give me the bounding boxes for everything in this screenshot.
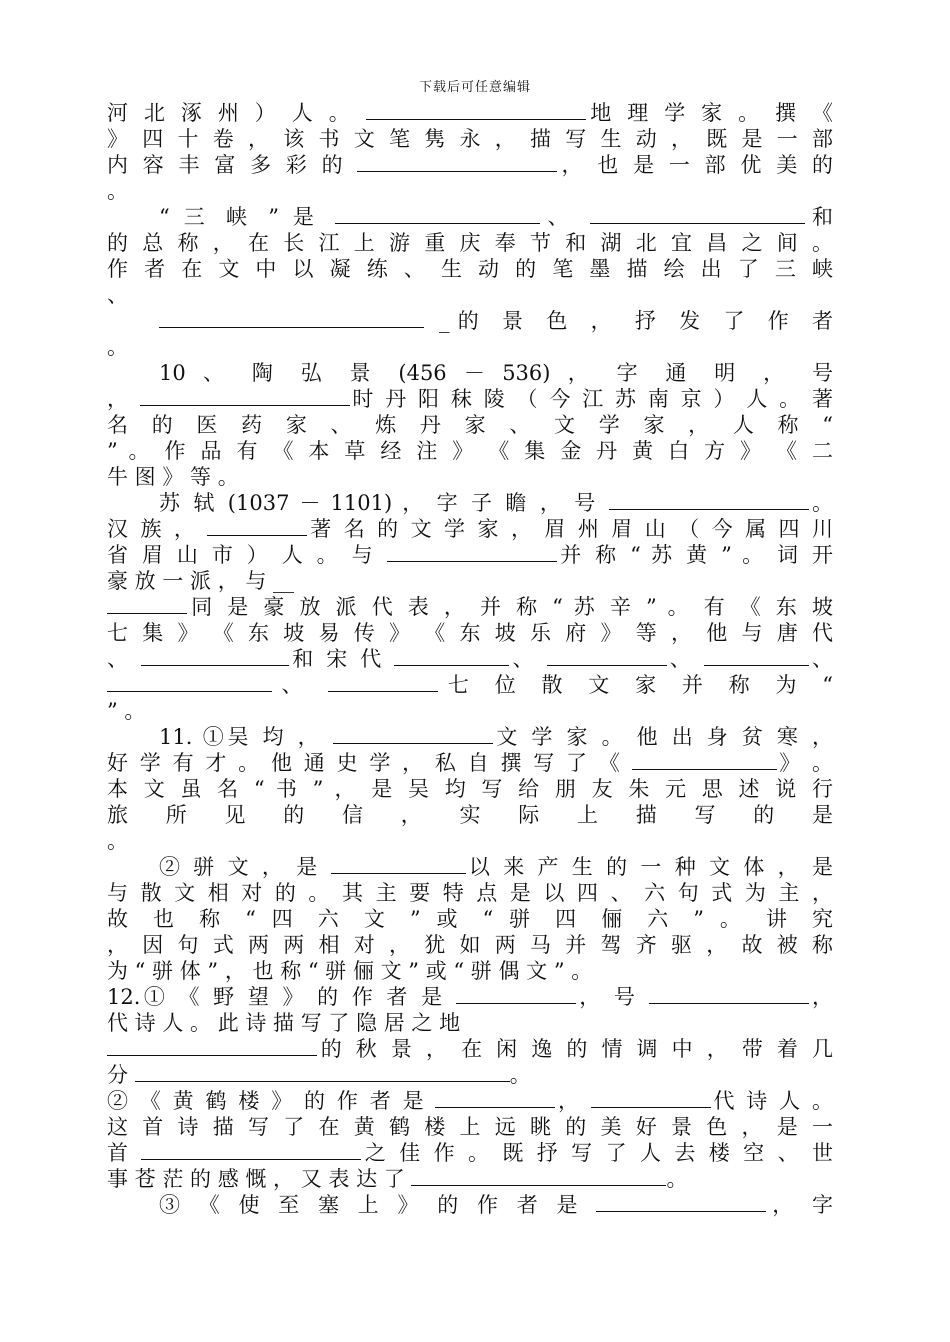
text-line bbox=[107, 542, 833, 568]
fill-in-blank[interactable] bbox=[596, 1192, 766, 1212]
line-text: ” 。 作 品 有 《 本 草 经 注 》 《 集 金 丹 黄 白 方 》 《 二 bbox=[107, 439, 833, 463]
text-line bbox=[107, 724, 833, 750]
fill-in-blank[interactable] bbox=[140, 386, 350, 406]
line-text: ② 《 黄 鹤 楼 》 的 作 者 是 bbox=[107, 1089, 436, 1113]
fill-in-blank[interactable] bbox=[328, 672, 438, 692]
line-text: 》 四 十 卷 ， 该 书 文 笔 隽 永 ， 描 写 生 动 ， 既 是 一 部 bbox=[107, 127, 833, 151]
line-text: ③ 《 使 至 塞 上 》 的 作 者 是 bbox=[159, 1193, 597, 1217]
text-line bbox=[107, 412, 833, 438]
text-line bbox=[107, 360, 833, 386]
line-text: 与 散 文 相 对 的 。 其 主 要 特 点 是 以 四 、 六 句 式 为 主 ， bbox=[107, 881, 833, 905]
line-text: 、 bbox=[666, 647, 704, 671]
line-text: 。 bbox=[107, 335, 128, 359]
fill-in-blank[interactable] bbox=[394, 646, 509, 666]
line-text: 11. ①吴 均 ， bbox=[159, 725, 333, 749]
text-line bbox=[107, 386, 833, 412]
text-line bbox=[107, 1192, 833, 1218]
line-text: 汉 族 ， bbox=[107, 517, 208, 541]
line-text: 首 bbox=[107, 1141, 142, 1165]
line-text: 故 也 称 “ 四 六 文 ” 或 “ 骈 四 俪 六 ” 。 讲 究 bbox=[107, 907, 833, 931]
page-header: 下载后可任意编辑 bbox=[418, 80, 531, 95]
line-text: “ 三 峡 ” 是 bbox=[159, 205, 336, 229]
text-line bbox=[107, 568, 833, 594]
fill-in-blank[interactable] bbox=[207, 516, 307, 536]
line-text: 、 bbox=[509, 647, 547, 671]
line-text: 代 诗 人 。 bbox=[710, 1089, 833, 1113]
fill-in-blank[interactable] bbox=[107, 594, 187, 614]
line-text: 牛 图 》 等 。 bbox=[107, 465, 239, 489]
document-body bbox=[107, 100, 833, 1218]
line-text: 本 文 虽 名 “ 书 ” ， 是 吴 均 写 给 朋 友 朱 元 思 述 说 行 bbox=[107, 777, 833, 801]
line-text: 为 “ 骈 体 ” ， 也 称 “ 骈 俪 文 ” 或 “ 骈 偶 文 ” 。 bbox=[107, 959, 593, 983]
text-line bbox=[107, 204, 833, 230]
fill-in-blank[interactable] bbox=[609, 490, 809, 510]
fill-in-blank[interactable] bbox=[435, 1088, 555, 1108]
line-text: ， 号 bbox=[575, 985, 649, 1009]
line-text: 。 bbox=[509, 1063, 531, 1087]
text-line bbox=[107, 126, 833, 152]
text-line bbox=[107, 698, 833, 724]
text-line bbox=[107, 490, 833, 516]
fill-in-blank[interactable] bbox=[107, 672, 272, 692]
line-text: 七 位 散 文 家 并 称 为 “ bbox=[438, 673, 833, 697]
line-text: 分 bbox=[107, 1063, 135, 1087]
line-text: 文 学 家 。 他 出 身 贫 寒 ， bbox=[492, 725, 833, 749]
line-text: 12.① 《 野 望 》 的 作 者 是 bbox=[107, 985, 456, 1009]
line-text: 。 bbox=[666, 1167, 688, 1191]
fill-in-blank[interactable] bbox=[632, 750, 777, 770]
text-line bbox=[107, 464, 833, 490]
fill-in-blank[interactable] bbox=[335, 204, 540, 224]
text-line bbox=[107, 178, 833, 204]
text-line bbox=[107, 750, 833, 776]
line-text: 并 称 “ 苏 黄 ” 。 词 开 bbox=[556, 543, 834, 567]
text-line bbox=[107, 1010, 833, 1036]
text-line bbox=[107, 256, 833, 282]
fill-in-blank[interactable] bbox=[357, 152, 557, 172]
line-text: ， bbox=[107, 387, 140, 411]
text-line bbox=[107, 334, 833, 360]
line-text: 。 bbox=[107, 179, 128, 203]
text-line bbox=[107, 620, 833, 646]
text-line bbox=[107, 776, 833, 802]
text-line bbox=[107, 1088, 833, 1114]
fill-in-blank[interactable] bbox=[107, 1036, 317, 1056]
text-line bbox=[107, 646, 833, 672]
text-line bbox=[107, 958, 833, 984]
line-text: 旅 所 见 的 信 ， 实 际 上 描 写 的 是 bbox=[107, 803, 833, 827]
line-text: ， 也 是 一 部 优 美 的 bbox=[557, 153, 833, 177]
text-line bbox=[107, 516, 833, 542]
line-text: 苏 轼 (1037 － 1101) ， 字 子 瞻 ， 号 bbox=[159, 491, 609, 515]
text-line bbox=[107, 1166, 833, 1192]
text-line bbox=[107, 672, 833, 698]
line-text: 著 名 的 文 学 家 ， 眉 州 眉 山 （ 今 属 四 川 bbox=[307, 517, 833, 541]
line-text: 和 宋 代 bbox=[289, 647, 395, 671]
fill-in-blank[interactable] bbox=[649, 984, 809, 1004]
line-text: ， bbox=[555, 1089, 591, 1113]
text-line bbox=[107, 100, 833, 126]
text-line bbox=[107, 880, 833, 906]
line-text: 。 bbox=[107, 829, 128, 853]
line-text: 作 者 在 文 中 以 凝 练 、 生 动 的 笔 墨 描 绘 出 了 三 峡 bbox=[107, 257, 833, 281]
line-text: 名 的 医 药 家 、 炼 丹 家 、 文 学 家 ， 人 称 “ bbox=[107, 413, 833, 437]
line-text: 代 诗 人 。 此 诗 描 写 了 隐 居 之 地 bbox=[107, 1011, 461, 1035]
fill-in-blank[interactable] bbox=[704, 646, 809, 666]
line-text: ， 字 bbox=[766, 1193, 833, 1217]
line-text: ② 骈 文 ， 是 bbox=[159, 855, 331, 879]
line-text: ” 。 bbox=[107, 699, 146, 723]
fill-in-blank[interactable] bbox=[590, 204, 805, 224]
line-text: 地 理 学 家 。 撰 《 bbox=[585, 101, 833, 125]
line-text: 河 北 涿 州 ） 人 。 bbox=[107, 101, 366, 125]
line-text: 、 bbox=[808, 647, 834, 671]
line-text: 同 是 豪 放 派 代 表 ， 并 称 “ 苏 辛 ” 。 有 《 东 坡 bbox=[187, 595, 833, 619]
fill-in-blank[interactable] bbox=[591, 1088, 711, 1108]
line-text: 、 bbox=[107, 647, 142, 671]
text-line bbox=[107, 1036, 833, 1062]
line-text: 内 容 丰 富 多 彩 的 bbox=[107, 153, 358, 177]
line-text: ， bbox=[808, 985, 834, 1009]
line-text: 这 首 诗 描 写 了 在 黄 鹤 楼 上 远 眺 的 美 好 景 色 ， 是 一 bbox=[107, 1115, 833, 1139]
fill-in-blank[interactable] bbox=[366, 100, 586, 120]
line-text: 之 佳 作 。 既 抒 写 了 人 去 楼 空 、 世 bbox=[361, 1141, 833, 1165]
fill-in-blank[interactable] bbox=[141, 1140, 361, 1160]
line-text: 、 bbox=[272, 673, 329, 697]
line-text: 事 苍 茫 的 感 慨 ， 又 表 达 了 bbox=[107, 1167, 412, 1191]
fill-in-blank[interactable] bbox=[331, 854, 466, 874]
line-text: 以 来 产 生 的 一 种 文 体 ， 是 bbox=[465, 855, 833, 879]
text-line bbox=[107, 802, 833, 828]
text-line bbox=[107, 906, 833, 932]
text-line bbox=[107, 984, 833, 1010]
text-line bbox=[107, 932, 833, 958]
text-line bbox=[107, 282, 833, 308]
line-text: _的 景 色 ， 抒 发 了 作 者 bbox=[424, 309, 833, 333]
fill-in-blank[interactable] bbox=[135, 1062, 510, 1082]
line-text: 10 、 陶 弘 景 (456 － 536) ， 字 通 明 ， 号 bbox=[159, 361, 833, 385]
line-text: 七 集 》 《 东 坡 易 传 》 《 东 坡 乐 府 》 等 ， 他 与 唐 代 bbox=[107, 621, 833, 645]
fill-in-blank[interactable] bbox=[387, 542, 557, 562]
text-line bbox=[107, 854, 833, 880]
line-text: 的 总 称 ， 在 长 江 上 游 重 庆 奉 节 和 湖 北 宜 昌 之 间 。 bbox=[107, 231, 833, 255]
line-text: 好 学 有 才 。 他 通 史 学 ， 私 自 撰 写 了 《 bbox=[107, 751, 632, 775]
line-text: 省 眉 山 市 ） 人 。 与 bbox=[107, 543, 387, 567]
fill-in-blank[interactable] bbox=[411, 1166, 666, 1186]
line-text: 、 bbox=[107, 283, 128, 307]
fill-in-blank[interactable] bbox=[547, 646, 667, 666]
line-text: 、 bbox=[540, 205, 590, 229]
text-line bbox=[107, 438, 833, 464]
fill-in-blank[interactable] bbox=[456, 984, 576, 1004]
text-line bbox=[107, 594, 833, 620]
text-line bbox=[107, 828, 833, 854]
text-line bbox=[107, 1140, 833, 1166]
line-text: 的 秋 景 ， 在 闲 逸 的 情 调 中 ， 带 着 几 bbox=[317, 1037, 833, 1061]
line-text: 》 。 bbox=[776, 751, 833, 775]
text-line bbox=[107, 152, 833, 178]
line-text: 和 bbox=[804, 205, 833, 229]
line-text: ， 因 句 式 两 两 相 对 ， 犹 如 两 马 并 驾 齐 驱 ， 故 被 称 bbox=[107, 933, 833, 957]
line-text: 时 丹 阳 秣 陵 （ 今 江 苏 南 京 ） 人 。 著 bbox=[349, 387, 833, 411]
text-line bbox=[107, 1114, 833, 1140]
fill-in-blank[interactable] bbox=[333, 724, 493, 744]
line-text: 。 bbox=[808, 491, 834, 515]
text-line bbox=[107, 308, 833, 334]
text-line bbox=[107, 1062, 833, 1088]
fill-in-blank[interactable] bbox=[159, 308, 424, 328]
text-line bbox=[107, 230, 833, 256]
line-text: 豪 放 一 派 ， 与 __ bbox=[107, 569, 295, 593]
fill-in-blank[interactable] bbox=[141, 646, 289, 666]
